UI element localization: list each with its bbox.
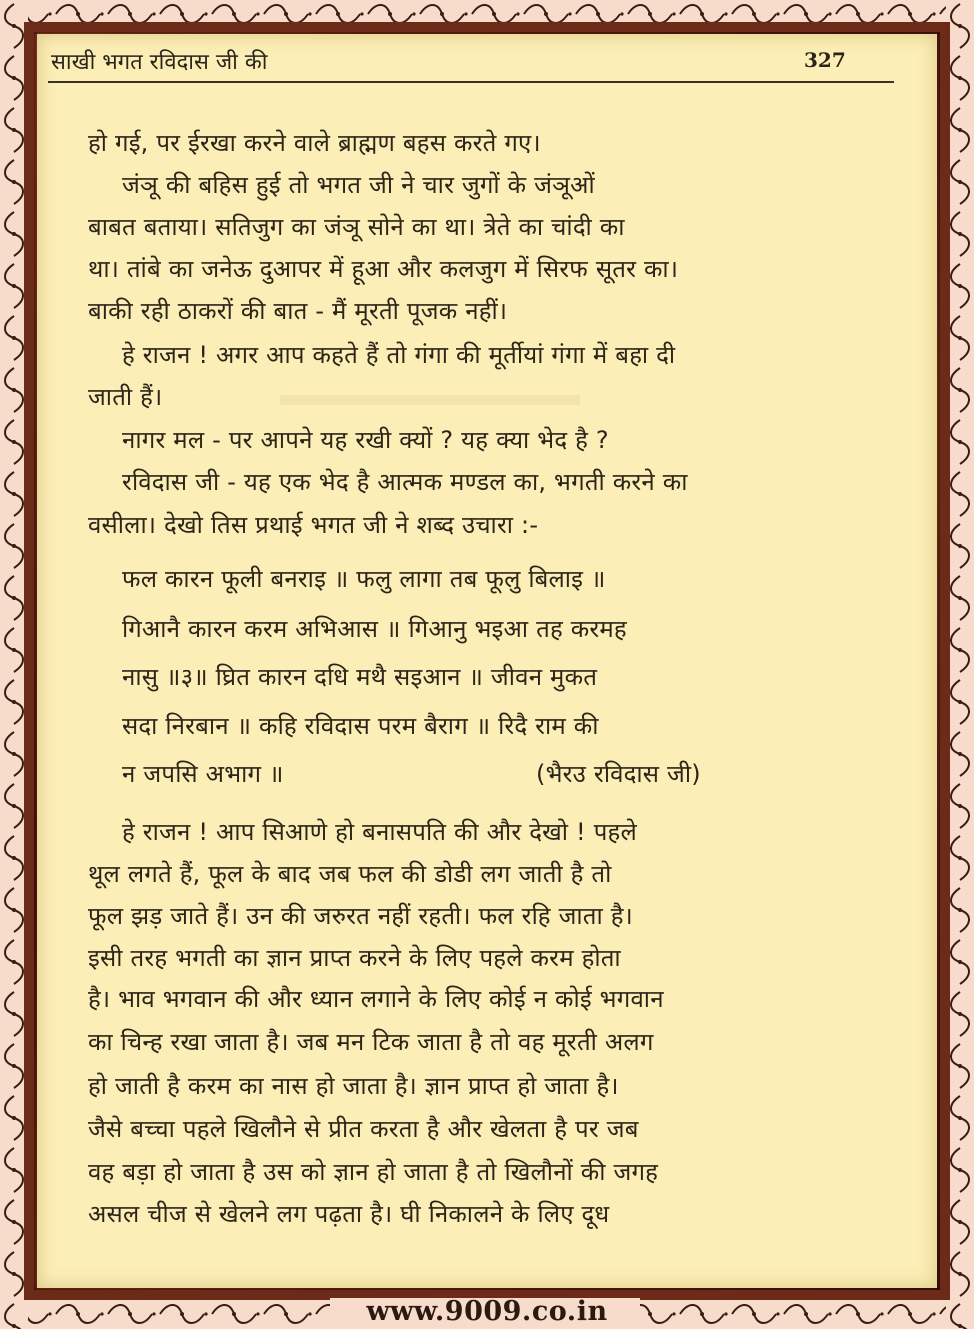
ornament-pattern-right bbox=[946, 0, 974, 1329]
body-line: बाबत बताया। सतिजुग का जंञू सोने का था। त्रेते का चांदी का bbox=[88, 213, 625, 241]
body-line: हे राजन ! अगर आप कहते हैं तो गंगा की मूर्तीयां गंगा में बहा दी bbox=[122, 341, 676, 369]
body-line: जैसे बच्चा पहले खिलौने से प्रीत करता है और खेलता है पर जब bbox=[88, 1115, 639, 1143]
website-footer[interactable]: www.9009.co.in bbox=[366, 1296, 608, 1327]
ornament-border-right bbox=[946, 0, 974, 1329]
body-line: नागर मल - पर आपने यह रखी क्यों ? यह क्या भेद है ? bbox=[122, 426, 609, 454]
body-line: जंञू की बहिस हुई तो भगत जी ने चार जुगों के जंञूओं bbox=[122, 171, 595, 199]
bleed-through-mark bbox=[280, 395, 580, 405]
body-line: बाकी रही ठाकरों की बात - मैं मूरती पूजक नहीं। bbox=[88, 297, 508, 325]
body-line: जाती हैं। bbox=[88, 383, 163, 411]
body-line: फूल झड़ जाते हैं। उन की जरुरत नहीं रहती। फल रहि जाता है। bbox=[88, 902, 633, 930]
verse-line: सदा निरबान ॥ कहि रविदास परम बैराग ॥ रिदै राम की bbox=[122, 712, 599, 740]
body-line: थूल लगते हैं, फूल के बाद जब फल की डोडी लग जाती है तो bbox=[88, 860, 612, 888]
body-line: का चिन्ह रखा जाता है। जब मन टिक जाता है तो वह मूरती अलग bbox=[88, 1028, 654, 1056]
verse-line: गिआनै कारन करम अभिआस ॥ गिआनु भइआ तह करमह bbox=[122, 615, 627, 643]
page-number: 327 bbox=[804, 48, 846, 72]
body-line: इसी तरह भगती का ज्ञान प्राप्त करने के लिए पहले करम होता bbox=[88, 944, 621, 972]
body-line: असल चीज से खेलने लग पढ़ता है। घी निकालने के लिए दूध bbox=[88, 1200, 610, 1228]
verse-line: नासु ॥३॥ घ्रित कारन दधि मथै सइआन ॥ जीवन मुकत bbox=[122, 663, 598, 691]
verse-line: फल कारन फूली बनराइ ॥ फलु लागा तब फूलु बिलाइ ॥ bbox=[122, 565, 606, 593]
body-line: हो गई, पर ईरखा करने वाले ब्राह्मण बहस करते गए। bbox=[88, 129, 541, 157]
body-line: वह बड़ा हो जाता है उस को ज्ञान हो जाता है तो खिलौनों की जगह bbox=[88, 1158, 659, 1186]
running-header-title: साखी भगत रविदास जी की bbox=[51, 50, 268, 75]
body-line: था। तांबे का जनेऊ दुआपर में हूआ और कलजुग में सिरफ सूतर का। bbox=[88, 255, 679, 283]
verse-source: (भैरउ रविदास जी) bbox=[536, 760, 701, 788]
body-line: रविदास जी - यह एक भेद है आत्मक मण्डल का, भगती करने का bbox=[122, 468, 688, 496]
body-line: हे राजन ! आप सिआणे हो बनासपति की और देखो ! पहले bbox=[122, 818, 637, 846]
body-line: हो जाती है करम का नास हो जाता है। ज्ञान प्राप्त हो जाता है। bbox=[88, 1072, 619, 1100]
body-line: है। भाव भगवान की और ध्यान लगाने के लिए कोई न कोई भगवान bbox=[88, 985, 664, 1013]
body-line: वसीला। देखो तिस प्रथाई भगत जी ने शब्द उचारा :- bbox=[88, 511, 539, 539]
verse-line: न जपसि अभाग ॥ bbox=[122, 760, 284, 788]
header-rule bbox=[48, 81, 894, 83]
